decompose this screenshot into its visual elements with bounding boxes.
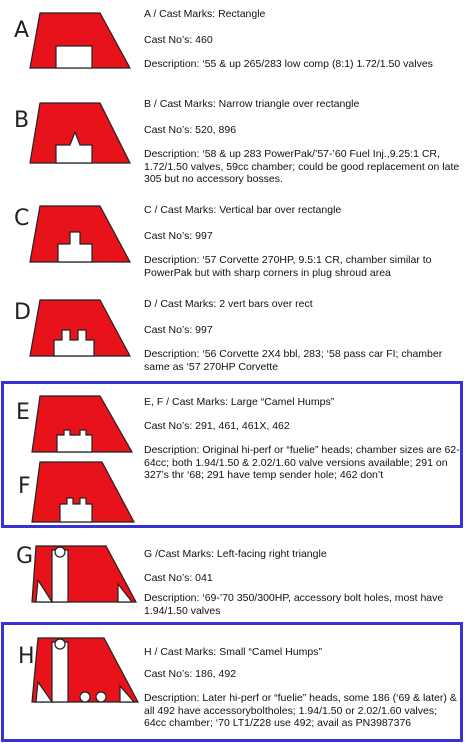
description: Description: ‘55 & up 265/283 low comp (8:1) 1.72/1.50 valves bbox=[144, 58, 433, 70]
entry-d bbox=[0, 298, 468, 373]
head-letter: C bbox=[14, 206, 30, 231]
entry-b bbox=[0, 98, 468, 185]
head-letter: G bbox=[16, 544, 34, 569]
description: Description: ‘69-’70 350/300HP, accessory bolt holes, most have 1.94/1.50 valves bbox=[144, 592, 444, 617]
description: Description: Later hi-perf or “fuelie” heads, some 186 (‘69 & later) & all 492 have accessoryboltholes; 1.94/1.50 or 2.02/1.60 valves; 64cc chamber; ‘70 LT1/Z28 use 492; avail as PN3987376 bbox=[144, 692, 457, 729]
description: Description: ‘56 Corvette 2X4 bbl, 283; ‘58 pass car FI; chamber same as ‘57 270HP Corvette bbox=[144, 348, 443, 373]
description: Description: ‘57 Corvette 270HP, 9.5:1 CR, chamber similar to PowerPak but with sharp corners in plug shroud area bbox=[144, 254, 432, 279]
cast-numbers: Cast No’s: 997 bbox=[144, 324, 213, 336]
vertical-bar-over-rectangle-mark-icon bbox=[0, 204, 140, 274]
camel-humps-mark-icon bbox=[0, 390, 140, 525]
entry-e-f bbox=[0, 390, 468, 525]
cast-numbers: Cast No’s: 186, 492 bbox=[144, 668, 237, 680]
left-facing-triangle-mark-icon bbox=[0, 540, 140, 606]
cast-marks: D / Cast Marks: 2 vert bars over rect bbox=[144, 298, 313, 310]
two-vertical-bars-mark-icon bbox=[0, 298, 140, 368]
entry-a bbox=[0, 8, 468, 78]
rectangle-mark-icon bbox=[0, 8, 140, 78]
cast-numbers: Cast No’s: 041 bbox=[144, 572, 213, 584]
head-letter: E bbox=[16, 400, 30, 425]
description: Description: Original hi-perf or “fuelie” heads; chamber sizes are 62-64cc; both 1.94/1.50 & 2.02/1.60 valve versions available; 291 on 327’s thr ‘68; 291 have temp sender hole; 462 don’t bbox=[144, 444, 460, 481]
cast-numbers: Cast No’s: 997 bbox=[144, 230, 213, 242]
cast-marks: H / Cast Marks: Small “Camel Humps” bbox=[144, 646, 322, 658]
cast-marks: A / Cast Marks: Rectangle bbox=[144, 8, 266, 20]
entry-c bbox=[0, 204, 468, 279]
cast-marks: B / Cast Marks: Narrow triangle over rectangle bbox=[144, 98, 360, 110]
head-letter-2: F bbox=[18, 474, 31, 499]
head-letter: H bbox=[18, 644, 35, 669]
cast-numbers: Cast No’s: 460 bbox=[144, 34, 213, 46]
head-letter: B bbox=[14, 108, 30, 133]
cast-numbers: Cast No’s: 520, 896 bbox=[144, 124, 237, 136]
head-letter: A bbox=[14, 18, 30, 43]
cast-marks: G /Cast Marks: Left-facing right triangle bbox=[144, 548, 327, 560]
triangle-over-rectangle-mark-icon bbox=[0, 98, 140, 178]
cast-marks: C / Cast Marks: Vertical bar over rectangle bbox=[144, 204, 342, 216]
entry-g bbox=[0, 540, 468, 617]
small-camel-humps-mark-icon bbox=[0, 630, 140, 710]
description: Description: ‘58 & up 283 PowerPak/’57-’60 Fuel Inj.,9.25:1 CR, 1.72/1.50 valves, 59cc chamber; could be good replacement on late 305 but no accessory bosses. bbox=[144, 148, 460, 185]
cast-marks: E, F / Cast Marks: Large “Camel Humps” bbox=[144, 396, 335, 408]
head-letter: D bbox=[14, 300, 31, 325]
entry-h bbox=[0, 630, 468, 738]
cast-numbers: Cast No’s: 291, 461, 461X, 462 bbox=[144, 420, 290, 432]
